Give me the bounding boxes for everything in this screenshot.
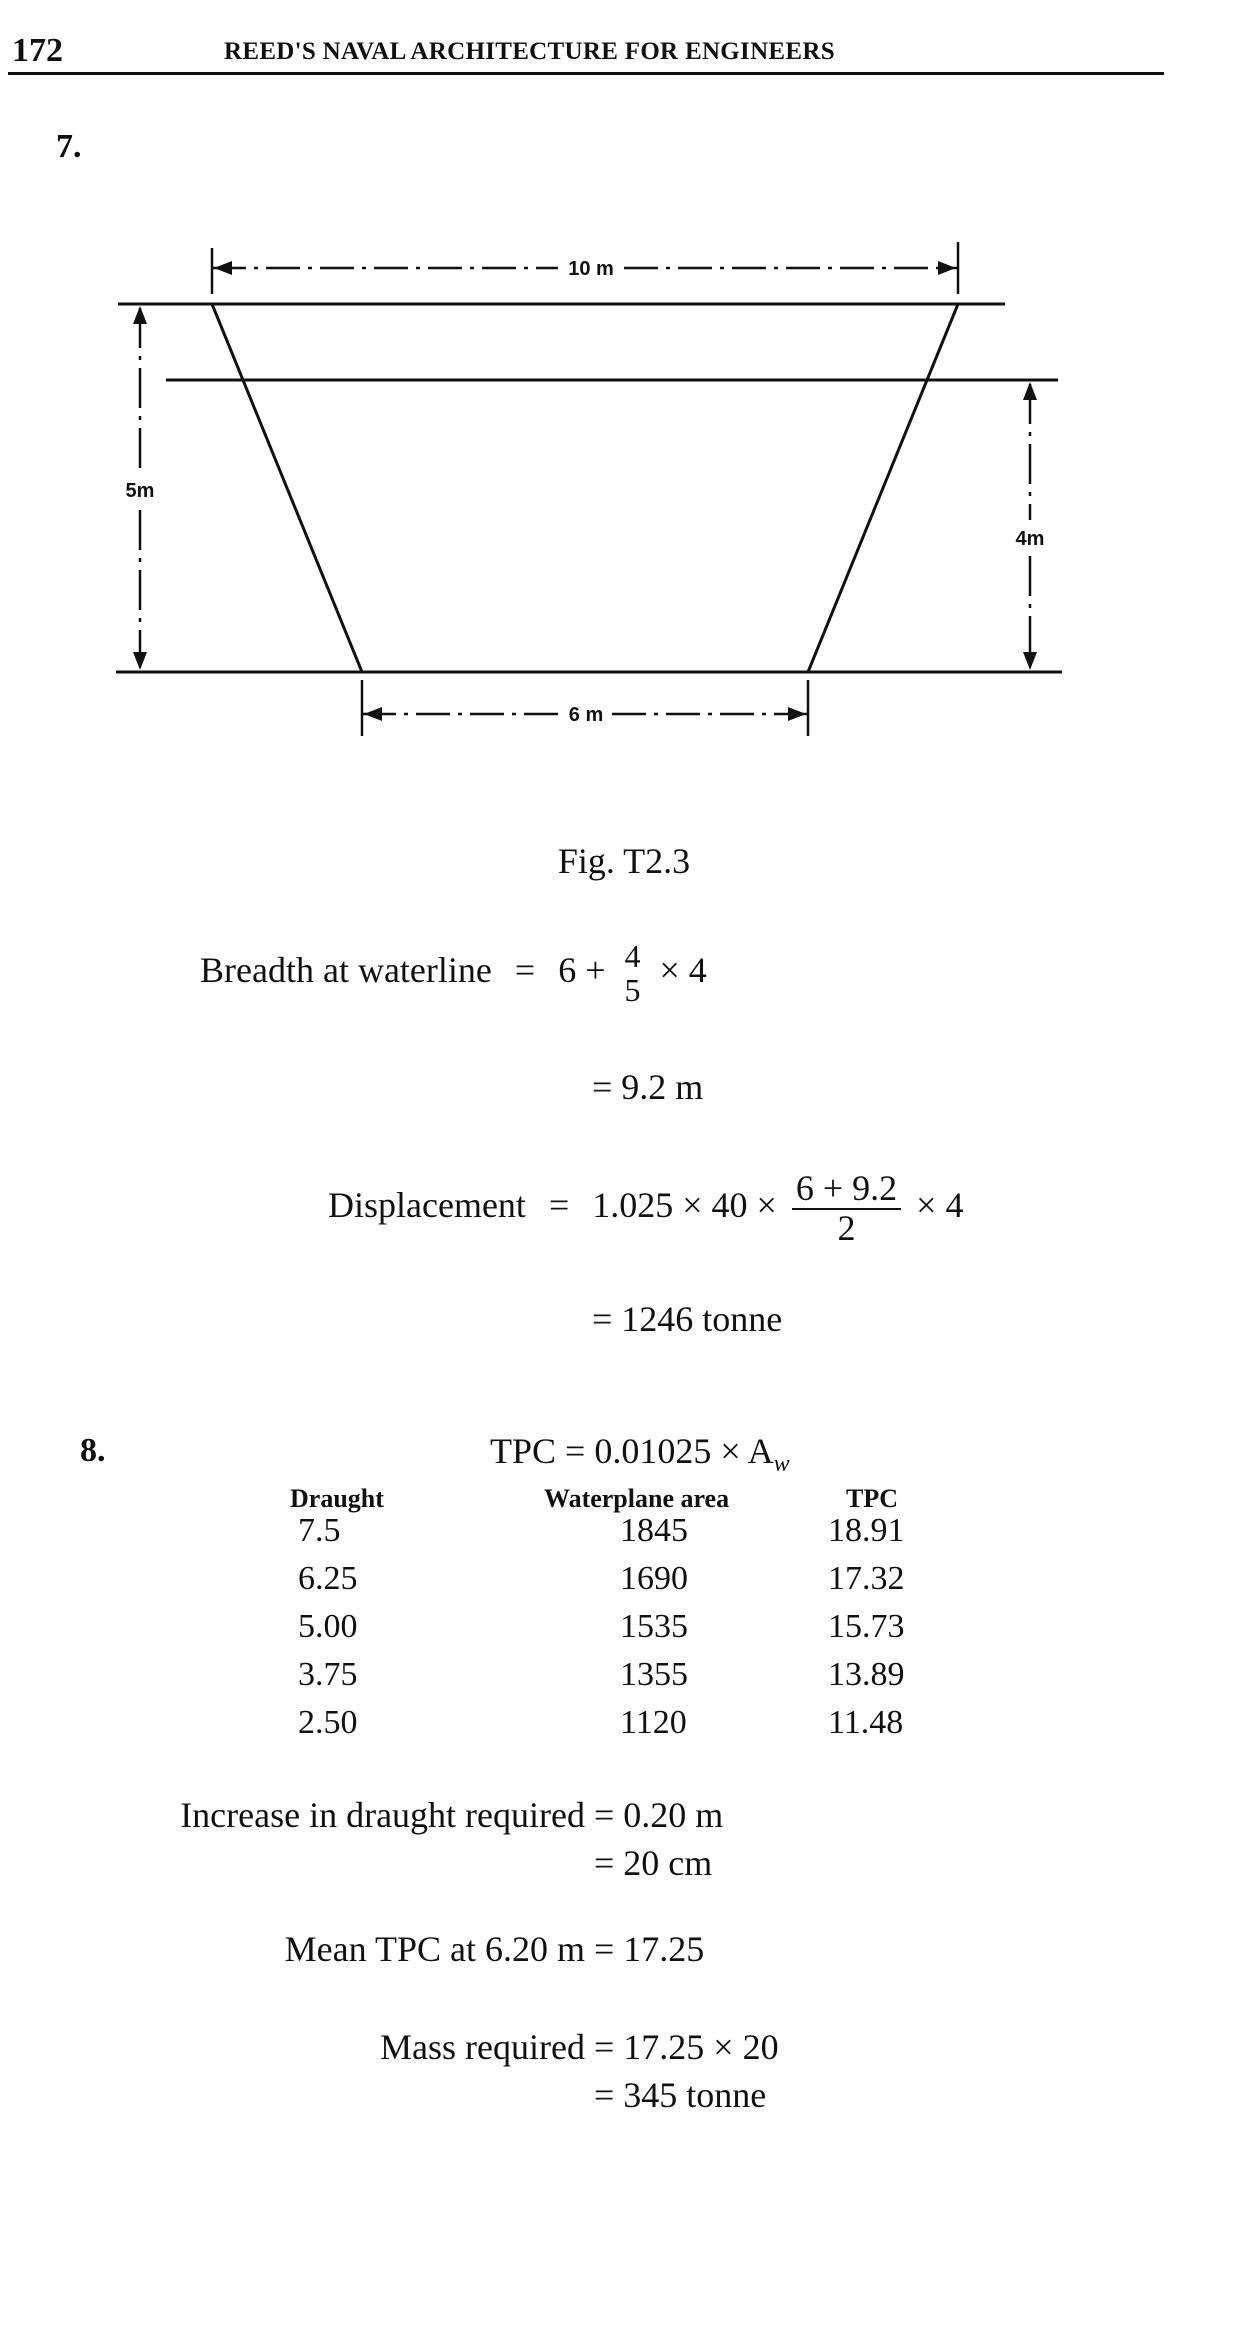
table-cell-area: 1535 (620, 1608, 688, 1645)
breadth-frac-num: 4 (624, 938, 641, 974)
displacement-equals: = (548, 1185, 570, 1226)
table-cell-area: 1355 (620, 1656, 688, 1693)
arrow-depth-top (133, 306, 147, 324)
table-header-waterplane-area: Waterplane area (544, 1484, 730, 1513)
tpc-formula-text: TPC = 0.01025 × A (490, 1431, 774, 1471)
displacement-result: = 1246 tonne (592, 1299, 783, 1339)
displacement-frac-num: 6 + 9.2 (795, 1168, 898, 1208)
label-depth: 5m (125, 480, 155, 502)
figure-caption: Fig. T2.3 (557, 841, 691, 881)
table-cell-tpc: 13.89 (828, 1656, 905, 1693)
port-side (212, 304, 362, 672)
table-cell-tpc: 15.73 (828, 1608, 905, 1645)
breadth-fraction (621, 940, 645, 1007)
arrow-draught-top (1023, 382, 1037, 400)
starboard-side (808, 304, 958, 672)
table-cell-area: 1120 (620, 1704, 687, 1741)
mass-lhs: Mass required (380, 2027, 585, 2067)
breadth-frac-den: 5 (624, 971, 641, 1008)
table-cell-draught: 2.50 (298, 1704, 358, 1741)
question-8-number: 8. (80, 1432, 106, 1469)
table-cell-area: 1690 (620, 1560, 688, 1597)
table-cell-tpc: 11.48 (828, 1704, 904, 1741)
displacement-lhs: Displacement (328, 1185, 526, 1226)
label-draught: 4m (1015, 528, 1045, 550)
question-7-number: 7. (56, 128, 82, 165)
displacement-frac-den: 2 (792, 1208, 901, 1248)
breadth-equation (200, 940, 707, 1007)
table-header-tpc: TPC (846, 1484, 898, 1513)
increase-lhs: Increase in draught required (180, 1795, 585, 1835)
mean-tpc-lhs: Mean TPC at 6.20 m (284, 1929, 585, 1969)
label-top-width: 10 m (568, 258, 614, 280)
breadth-term1: 6 + (558, 949, 606, 990)
tpc-formula (490, 1430, 790, 1478)
table-cell-draught: 3.75 (298, 1656, 358, 1693)
table-cell-draught: 7.5 (298, 1512, 341, 1549)
label-bottom-width: 6 m (568, 704, 604, 726)
breadth-term2: × 4 (659, 949, 707, 990)
displacement-term1: 1.025 × 40 × (592, 1185, 777, 1226)
tpc-formula-subscript: w (773, 1451, 790, 1478)
table-cell-draught: 5.00 (298, 1608, 358, 1645)
header-rule (8, 72, 1164, 75)
running-title: REED'S NAVAL ARCHITECTURE FOR ENGINEERS (224, 38, 835, 65)
displacement-fraction (792, 1170, 901, 1248)
table-cell-tpc: 18.91 (828, 1512, 905, 1549)
displacement-equation (328, 1170, 963, 1248)
hull-section-figure (0, 220, 1248, 760)
arrow-draught-bottom (1023, 652, 1037, 670)
mean-tpc-rhs: = 17.25 (594, 1929, 705, 1969)
breadth-result: = 9.2 m (592, 1067, 704, 1107)
mass-line1: = 17.25 × 20 (594, 2027, 779, 2067)
table-cell-tpc: 17.32 (828, 1560, 905, 1597)
table-cell-area: 1845 (620, 1512, 688, 1549)
table-cell-draught: 6.25 (298, 1560, 358, 1597)
arrow-bottom-left (364, 707, 382, 721)
arrow-top-left (214, 261, 232, 275)
arrow-bottom-right (788, 707, 806, 721)
increase-line1: = 0.20 m (594, 1795, 724, 1835)
arrow-depth-bottom (133, 652, 147, 670)
arrow-top-right (938, 261, 956, 275)
mass-line2: = 345 tonne (594, 2075, 767, 2115)
displacement-term2: × 4 (916, 1185, 964, 1226)
breadth-equals: = (514, 949, 536, 990)
table-header-draught: Draught (290, 1484, 384, 1513)
page-number: 172 (12, 32, 63, 69)
breadth-lhs: Breadth at waterline (200, 949, 492, 990)
increase-line2: = 20 cm (594, 1843, 713, 1883)
